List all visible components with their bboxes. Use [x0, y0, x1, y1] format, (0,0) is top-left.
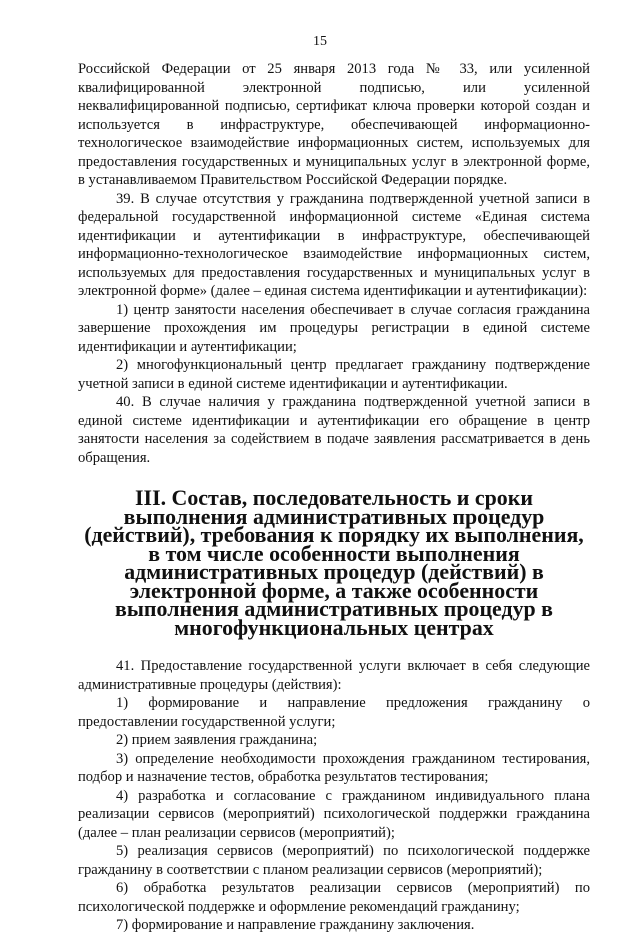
paragraph-41: 41. Предоставление государственной услуги включает в себя следующие административные процедуры (действия):: [78, 658, 590, 693]
paragraph-continuation: Российской Федерации от 25 января 2013 года № 33, или усиленной квалифицированной электронной подписью, или усиленной неквалифицированной подписью, сертификат ключа проверки которой создан и используется в инфраструктуре, обеспечивающей информационно-технологическое взаимодействие информационных систем, используемых для предоставления государственных и муниципальных услуг в электронной форме, в устанавливаемом Правительством Российской Федерации порядке.: [78, 61, 590, 188]
paragraph-39-item-2: 2) многофункциональный центр предлагает гражданину подтверждение учетной записи в единой системе идентификации и аутентификации.: [78, 357, 590, 392]
paragraphs-after-heading: [78, 657, 590, 935]
paragraph-41-item-2: 2) прием заявления гражданина;: [116, 732, 318, 748]
paragraphs-before-heading: [78, 60, 590, 467]
paragraph-40: 40. В случае наличия у гражданина подтвержденной учетной записи в единой системе идентификации и аутентификации его обращение в центр занятости населения за содействием в подаче заявления рассматривается в день обращения.: [78, 394, 590, 466]
document-body: [78, 60, 590, 935]
paragraph-41-item-7: 7) формирование и направление гражданину заключения.: [116, 917, 475, 933]
paragraph-39-item-1: 1) центр занятости населения обеспечивает в случае согласия гражданина завершение прохождения им процедуры регистрации в единой системе идентификации и аутентификации;: [78, 301, 590, 355]
paragraph-41-item-5: 5) реализация сервисов (мероприятий) по психологической поддержке гражданину в соответствии с планом реализации сервисов (мероприятий);: [78, 843, 590, 878]
paragraph-41-item-6: 6) обработка результатов реализации сервисов (мероприятий) по психологической поддержке и оформление рекомендаций гражданину;: [78, 880, 590, 915]
paragraph-41-item-4: 4) разработка и согласование с гражданином индивидуального плана реализации сервисов (мероприятий) психологической поддержки гражданина (далее – план реализации сервисов (мероприятий);: [78, 787, 590, 841]
paragraph-41-item-3: 3) определение необходимости прохождения гражданином тестирования, подбор и назначение тестов, обработка результатов тестирования;: [78, 750, 590, 785]
paragraph-41-item-1: 1) формирование и направление предложения гражданину о предоставлении государственной услуги;: [78, 695, 590, 730]
section-heading: III. Состав, последовательность и сроки выполнения административных процедур (действий), требования к порядку их выполнения, в том числе особенности выполнения административных процедур (действий) в электронной форме, а также особенности выполнения административных процедур в многофункциональных центрах: [84, 485, 584, 640]
paragraph-39: 39. В случае отсутствия у гражданина подтвержденной учетной записи в федеральной государственной информационной системе «Единая система идентификации и аутентификации в инфраструктуре, обеспечивающей информационно-технологическое взаимодействие информационных систем, используемых для предоставления государственных и муниципальных услуг в электронной форме» (далее – единая система идентификации и аутентификации):: [78, 190, 590, 299]
page-number: 15: [313, 34, 327, 49]
